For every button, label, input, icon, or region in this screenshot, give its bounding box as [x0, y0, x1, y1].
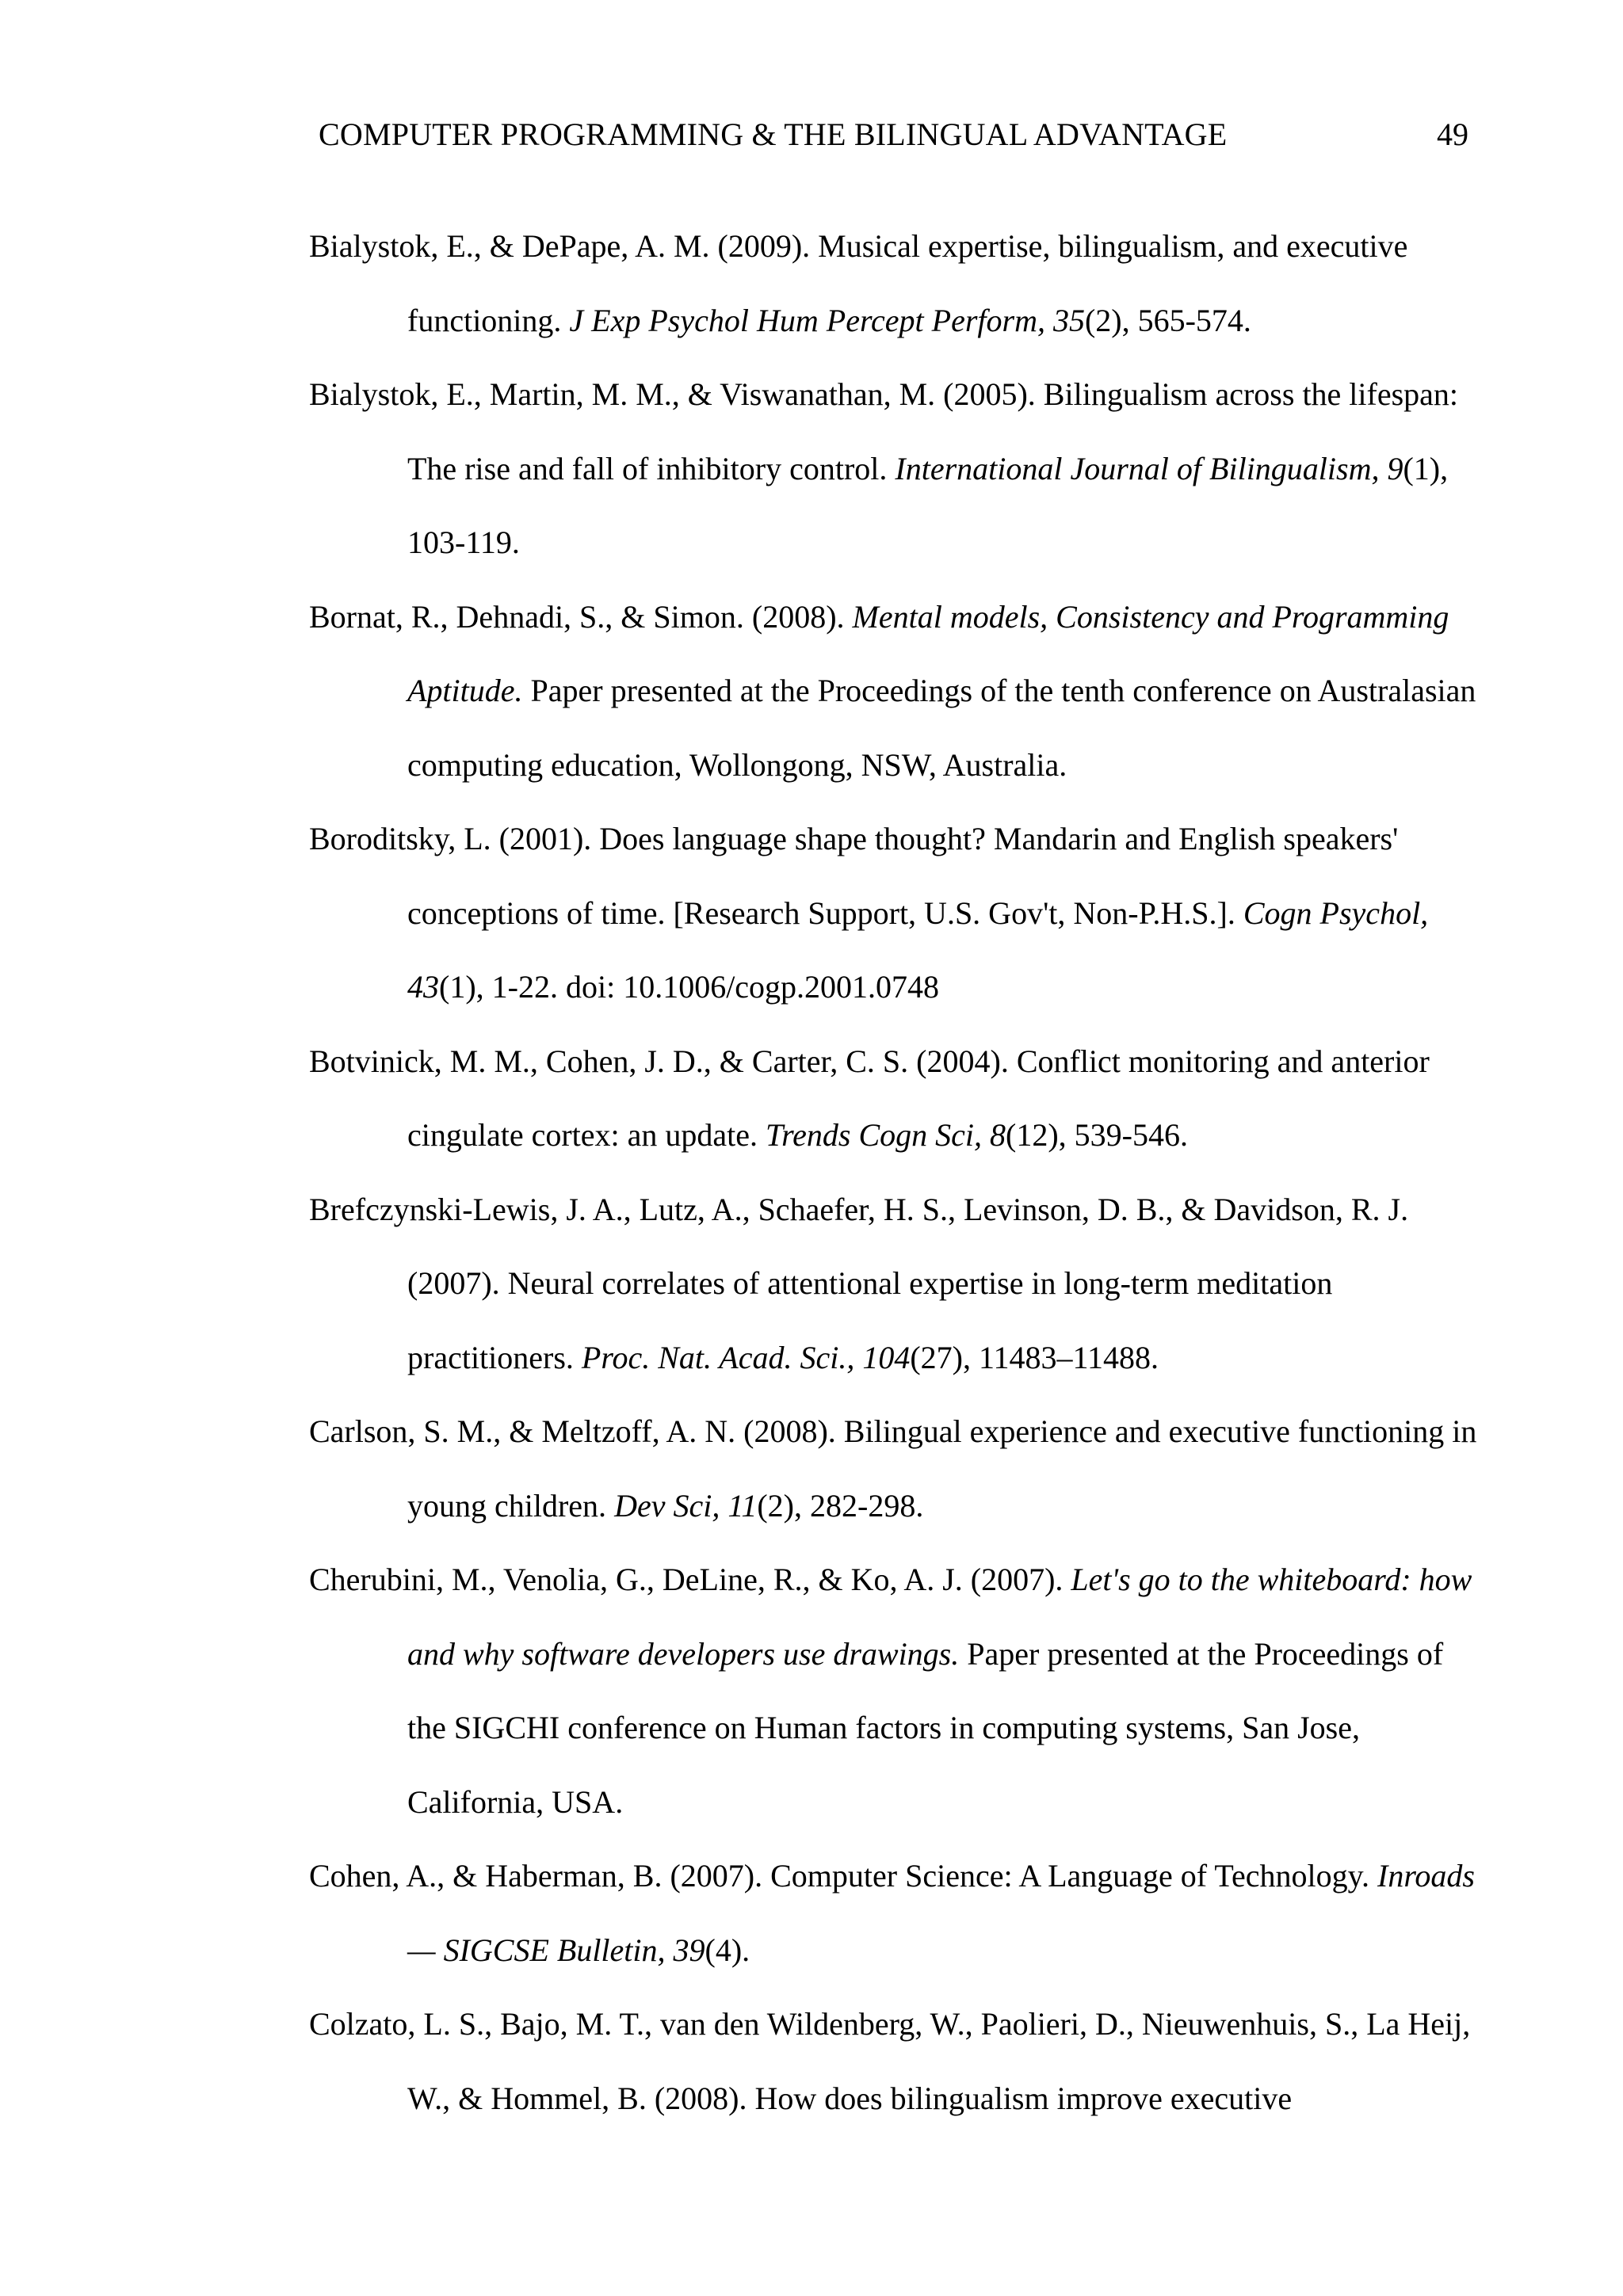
reference-text: Cohen, A., & Haberman, B. (2007). Computer Science: A Language of Technology.	[309, 1858, 1378, 1894]
reference-entry	[309, 1839, 1482, 1987]
reference-source-italic: Dev Sci, 11	[614, 1487, 758, 1524]
reference-source-italic: Proc. Nat. Acad. Sci., 104	[581, 1339, 911, 1375]
reference-text: Carlson, S. M., & Meltzoff, A. N. (2008). Bilingual experience and executive functioning in young children.	[309, 1413, 1477, 1524]
reference-title-italic: Mental models, Consistency and Programming Aptitude.	[407, 598, 1449, 708]
reference-text: (4).	[705, 1932, 750, 1968]
reference-text: Bialystok, E., & DePape, A. M. (2009). Musical expertise, bilingualism, and executive functioning.	[309, 228, 1408, 338]
reference-source-italic: International Journal of Bilingualism, 9	[895, 450, 1403, 486]
reference-entry	[309, 580, 1482, 803]
reference-list	[309, 209, 1482, 2135]
reference-text: Bornat, R., Dehnadi, S., & Simon. (2008).	[309, 598, 853, 635]
reference-text: (27), 11483–11488.	[910, 1339, 1159, 1375]
reference-text: Botvinick, M. M., Cohen, J. D., & Carter, C. S. (2004). Conflict monitoring and anterior cingulate cortex: an update.	[309, 1043, 1430, 1153]
reference-text: (2), 565-574.	[1084, 302, 1251, 338]
reference-text: Colzato, L. S., Bajo, M. T., van den Wildenberg, W., Paolieri, D., Nieuwenhuis, S., La Heij, W., & Hommel, B. (2008). How does bilingualism improve executive	[309, 2006, 1471, 2116]
reference-text: Bialystok, E., Martin, M. M., & Viswanathan, M. (2005). Bilingualism across the lifespan: The rise and fall of inhibitory control.	[309, 376, 1459, 486]
reference-text: (1), 1-22. doi: 10.1006/cogp.2001.0748	[439, 969, 940, 1005]
reference-entry	[309, 1987, 1482, 2135]
reference-entry	[309, 357, 1482, 580]
reference-text: Paper presented at the Proceedings of the tenth conference on Australasian computing education, Wollongong, NSW, Australia.	[407, 673, 1476, 783]
reference-entry	[309, 1394, 1482, 1543]
reference-source-italic: Cogn Psychol, 43	[407, 894, 1429, 1005]
reference-text: Boroditsky, L. (2001). Does language shape thought? Mandarin and English speakers' conceptions of time. [Research Support, U.S. Gov't, Non-P.H.S.].	[309, 821, 1399, 931]
reference-entry	[309, 1024, 1482, 1173]
reference-title-italic: Let's go to the whiteboard: how and why software developers use drawings.	[407, 1562, 1472, 1672]
reference-entry	[309, 1173, 1482, 1395]
running-head: COMPUTER PROGRAMMING & THE BILINGUAL ADVANTAGE	[319, 116, 1228, 152]
reference-text: Brefczynski-Lewis, J. A., Lutz, A., Schaefer, H. S., Levinson, D. B., & Davidson, R. J. (2007). Neural correlates of attentional expertise in long-term meditation practitioners.	[309, 1191, 1409, 1375]
reference-source-italic: Trends Cogn Sci, 8	[766, 1117, 1006, 1153]
reference-text: Paper presented at the Proceedings of the SIGCHI conference on Human factors in computing systems, San Jose, California, USA.	[407, 1635, 1444, 1820]
reference-text: Cherubini, M., Venolia, G., DeLine, R., & Ko, A. J. (2007).	[309, 1562, 1071, 1597]
reference-source-italic: J Exp Psychol Hum Percept Perform, 35	[569, 302, 1085, 338]
page-number: 49	[1437, 116, 1468, 152]
reference-entry	[309, 1543, 1482, 1839]
reference-text: (1), 103-119.	[407, 450, 1449, 560]
reference-entry	[309, 209, 1482, 357]
reference-text: (12), 539-546.	[1006, 1117, 1188, 1153]
reference-source-italic: Inroads — SIGCSE Bulletin, 39	[407, 1858, 1475, 1968]
reference-text: (2), 282-298.	[757, 1487, 924, 1524]
reference-entry	[309, 802, 1482, 1024]
